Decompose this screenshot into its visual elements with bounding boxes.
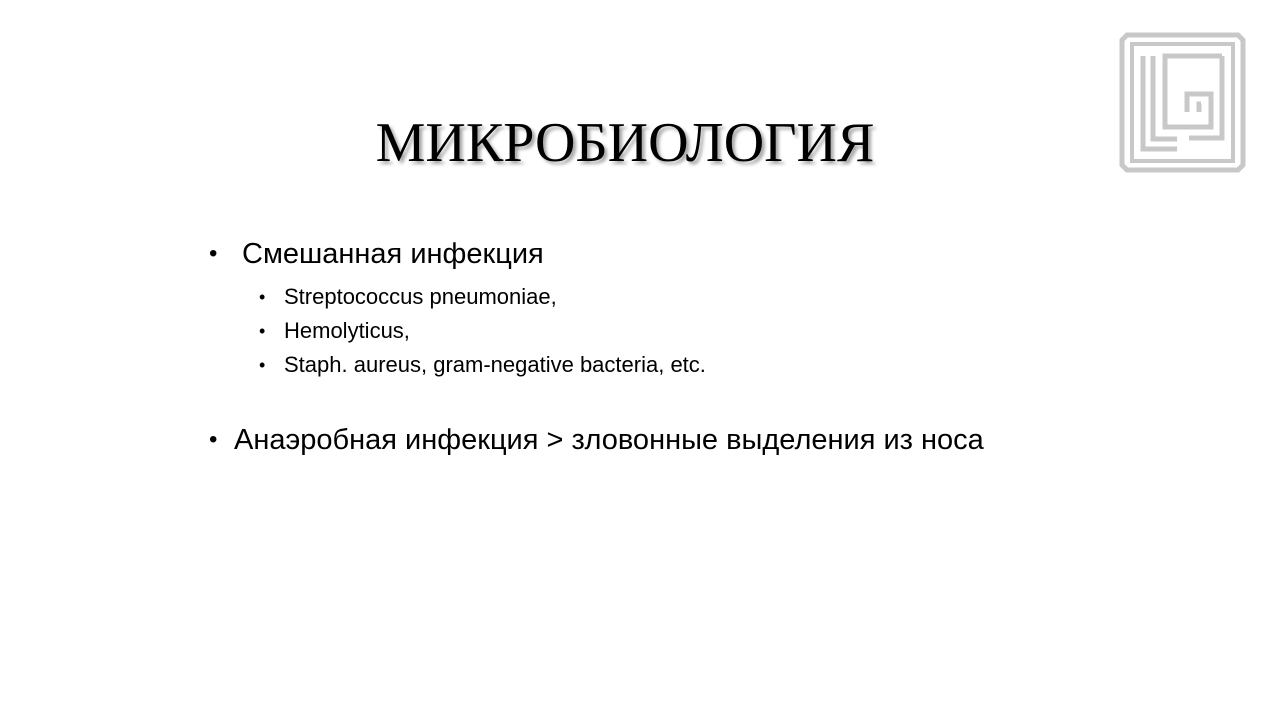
- bullet-text: Анаэробная инфекция > зловонные выделения из носа: [234, 424, 984, 456]
- bullet-icon: •: [259, 321, 266, 341]
- bullet-group-anaerobic-infection: [209, 422, 984, 458]
- bullet-text: Смешанная инфекция: [242, 238, 544, 270]
- bullet-group-mixed-infection: [209, 236, 706, 382]
- sub-bullet-text: Streptococcus pneumoniae,: [284, 284, 557, 309]
- meander-g-logo-icon: [1119, 32, 1246, 173]
- sub-bullet-item: [259, 314, 706, 348]
- bullet-icon: •: [209, 240, 218, 267]
- sub-bullet-item: [259, 348, 706, 382]
- bullet-item: [209, 236, 706, 272]
- bullet-icon: •: [259, 287, 266, 307]
- sub-bullet-text: Staph. aureus, gram-negative bacteria, etc.: [284, 352, 706, 377]
- sub-bullet-text: Hemolyticus,: [284, 318, 410, 343]
- bullet-icon: •: [259, 355, 266, 375]
- sub-bullet-item: [259, 280, 706, 314]
- sub-bullet-list: [259, 280, 706, 382]
- bullet-item: [209, 422, 984, 458]
- slide-title: МИКРОБИОЛОГИЯ: [375, 112, 875, 174]
- bullet-icon: •: [209, 426, 218, 453]
